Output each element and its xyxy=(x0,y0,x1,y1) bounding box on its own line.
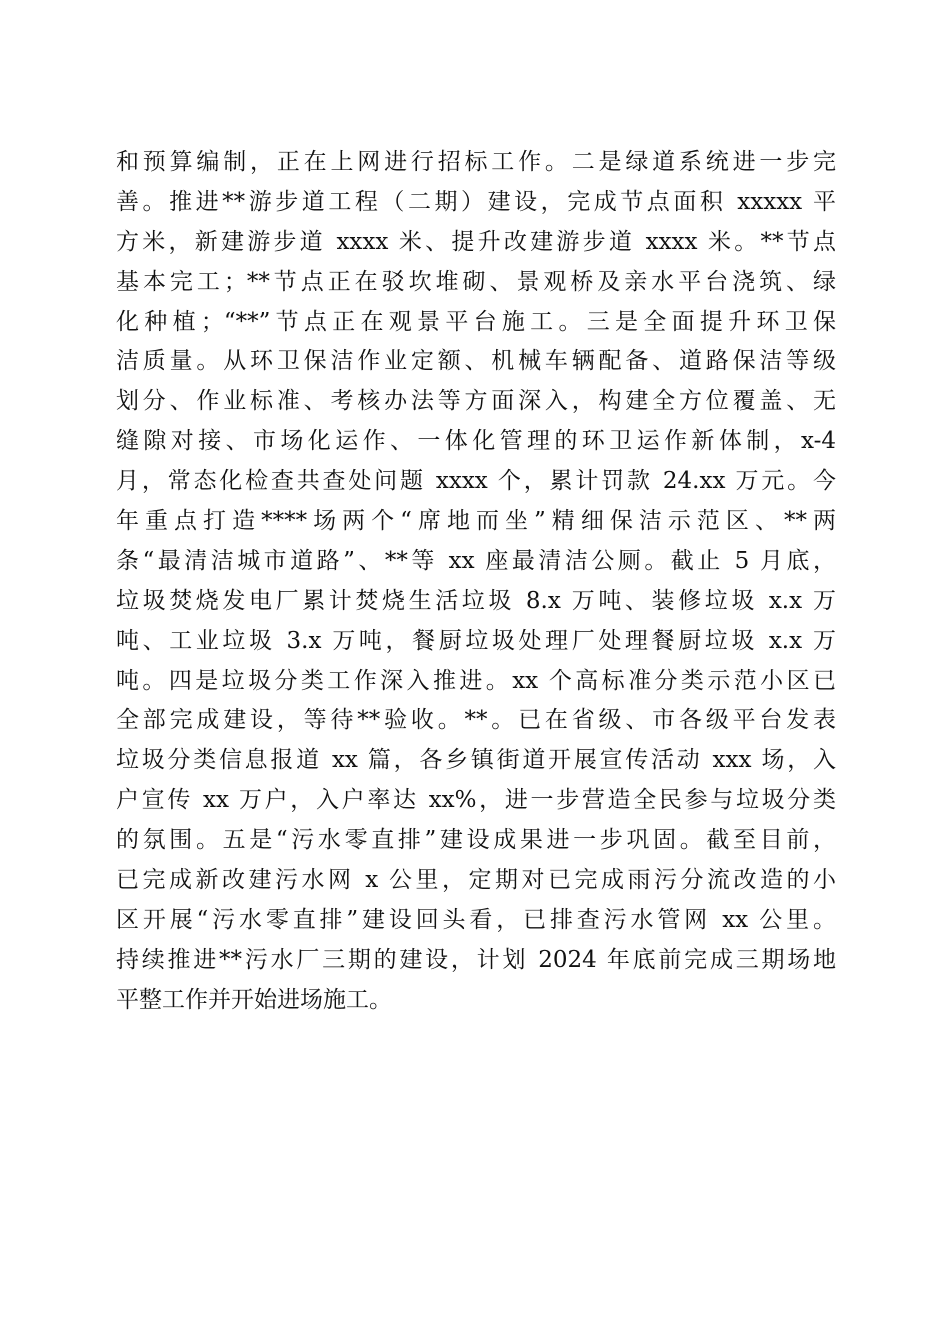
text-line-16: 垃圾分类信息报道 xx 篇，各乡镇街道开展宣传活动 xxx 场，入 xyxy=(116,747,836,774)
text-line-4: 基本完工；**节点正在驳坎堆砌、景观桥及亲水平台浇筑、绿 xyxy=(116,268,836,295)
text-line-22: 平整工作并开始进场施工。 xyxy=(116,986,392,1013)
text-line-18: 的氛围。五是“污水零直排”建设成果进一步巩固。截至目前， xyxy=(116,827,836,854)
text-line-7: 划分、作业标准、考核办法等方面深入，构建全方位覆盖、无 xyxy=(116,388,836,415)
text-line-12: 垃圾焚烧发电厂累计焚烧生活垃圾 8.x 万吨、装修垃圾 x.x 万 xyxy=(116,587,836,614)
text-line-9: 月，常态化检查共查处问题 xxxx 个，累计罚款 24.xx 万元。今 xyxy=(116,468,836,495)
text-line-21: 持续推进**污水厂三期的建设，计划 2024 年底前完成三期场地 xyxy=(116,946,836,973)
text-line-17: 户宣传 xx 万户，入户率达 xx%，进一步营造全民参与垃圾分类 xyxy=(116,787,836,814)
text-line-3: 方米，新建游步道 xxxx 米、提升改建游步道 xxxx 米。**节点 xyxy=(116,228,836,255)
text-line-15: 全部完成建设，等待**验收。**。已在省级、市各级平台发表 xyxy=(116,707,836,734)
text-line-8: 缝隙对接、市场化运作、一体化管理的环卫运作新体制，x-4 xyxy=(116,428,836,455)
text-line-1: 和预算编制，正在上网进行招标工作。二是绿道系统进一步完 xyxy=(116,149,836,175)
text-line-20: 区开展“污水零直排”建设回头看，已排查污水管网 xx 公里。 xyxy=(116,906,836,933)
text-line-2: 善。推进**游步道工程（二期）建设，完成节点面积 xxxxx 平 xyxy=(116,188,836,215)
text-line-6: 洁质量。从环卫保洁作业定额、机械车辆配备、道路保洁等级 xyxy=(116,348,836,375)
text-line-14: 吨。四是垃圾分类工作深入推进。xx 个高标准分类示范小区已 xyxy=(116,667,836,694)
text-line-13: 吨、工业垃圾 3.x 万吨，餐厨垃圾处理厂处理餐厨垃圾 x.x 万 xyxy=(116,627,836,654)
text-line-10: 年重点打造****场两个“席地而坐”精细保洁示范区、**两 xyxy=(116,508,836,535)
text-line-11: 条“最清洁城市道路”、**等 xx 座最清洁公厕。截止 5 月底， xyxy=(116,547,836,574)
body-paragraph xyxy=(116,143,836,1021)
text-line-5: 化种植；“**”节点正在观景平台施工。三是全面提升环卫保 xyxy=(116,308,836,335)
text-line-19: 已完成新改建污水网 x 公里，定期对已完成雨污分流改造的小 xyxy=(116,867,836,894)
